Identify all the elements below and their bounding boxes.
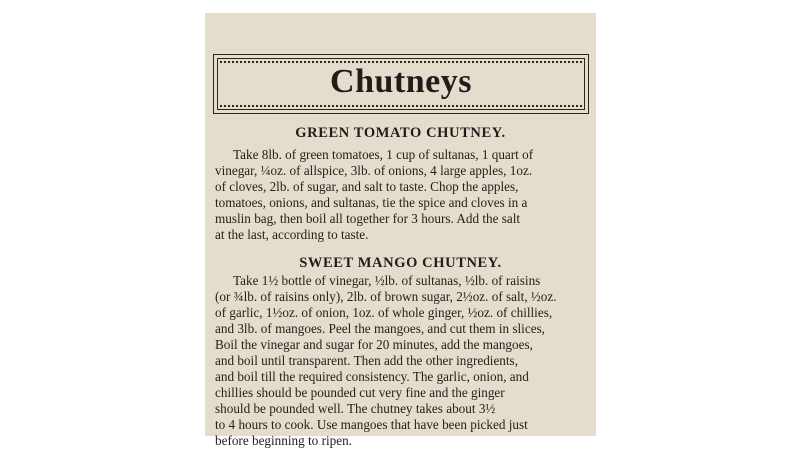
recipe-line: and 3lb. of mangoes. Peel the mangoes, and cut them in slices, xyxy=(215,321,545,336)
recipe-line: chillies should be pounded cut very fine and the ginger xyxy=(215,385,505,400)
recipe-heading-sweet-mango: SWEET MANGO CHUTNEY. xyxy=(299,255,502,271)
cookbook-page xyxy=(205,13,596,448)
recipe-line: muslin bag, then boil all together for 3 hours. Add the salt xyxy=(215,211,521,226)
recipe-heading-green-tomato: GREEN TOMATO CHUTNEY. xyxy=(295,125,506,141)
recipe-line: Take 1½ bottle of vinegar, ½lb. of sultanas, ½lb. of raisins xyxy=(233,273,541,288)
recipe-line: tomatoes, onions, and sultanas, tie the spice and cloves in a xyxy=(215,195,528,210)
recipe-line: at the last, according to taste. xyxy=(215,227,369,242)
recipe-line: of garlic, 1½oz. of onion, 1oz. of whole ginger, ½oz. of chillies, xyxy=(215,305,553,320)
recipe-line: before beginning to ripen. xyxy=(215,433,352,448)
recipe-body-sweet-mango xyxy=(215,273,587,449)
recipe-line: Boil the vinegar and sugar for 20 minutes, add the mangoes, xyxy=(215,337,533,352)
recipe-line: (or ¾lb. of raisins only), 2lb. of brown sugar, 2½oz. of salt, ½oz. xyxy=(215,289,557,304)
title-frame xyxy=(213,54,589,114)
recipe-line: should be pounded well. The chutney takes about 3½ xyxy=(215,401,496,416)
recipe-line: of cloves, 2lb. of sugar, and salt to taste. Chop the apples, xyxy=(215,179,519,194)
recipe-line: and boil until transparent. Then add the other ingredients, xyxy=(215,353,518,368)
recipe-body-green-tomato xyxy=(215,147,587,243)
section-title: Chutneys xyxy=(330,63,472,100)
recipe-line: vinegar, ¼oz. of allspice, 3lb. of onions, 4 large apples, 1oz. xyxy=(215,163,533,178)
recipe-line: Take 8lb. of green tomatoes, 1 cup of sultanas, 1 quart of xyxy=(233,147,534,162)
recipe-line: to 4 hours to cook. Use mangoes that have been picked just xyxy=(215,417,528,432)
recipe-line: and boil till the required consistency. The garlic, onion, and xyxy=(215,369,529,384)
